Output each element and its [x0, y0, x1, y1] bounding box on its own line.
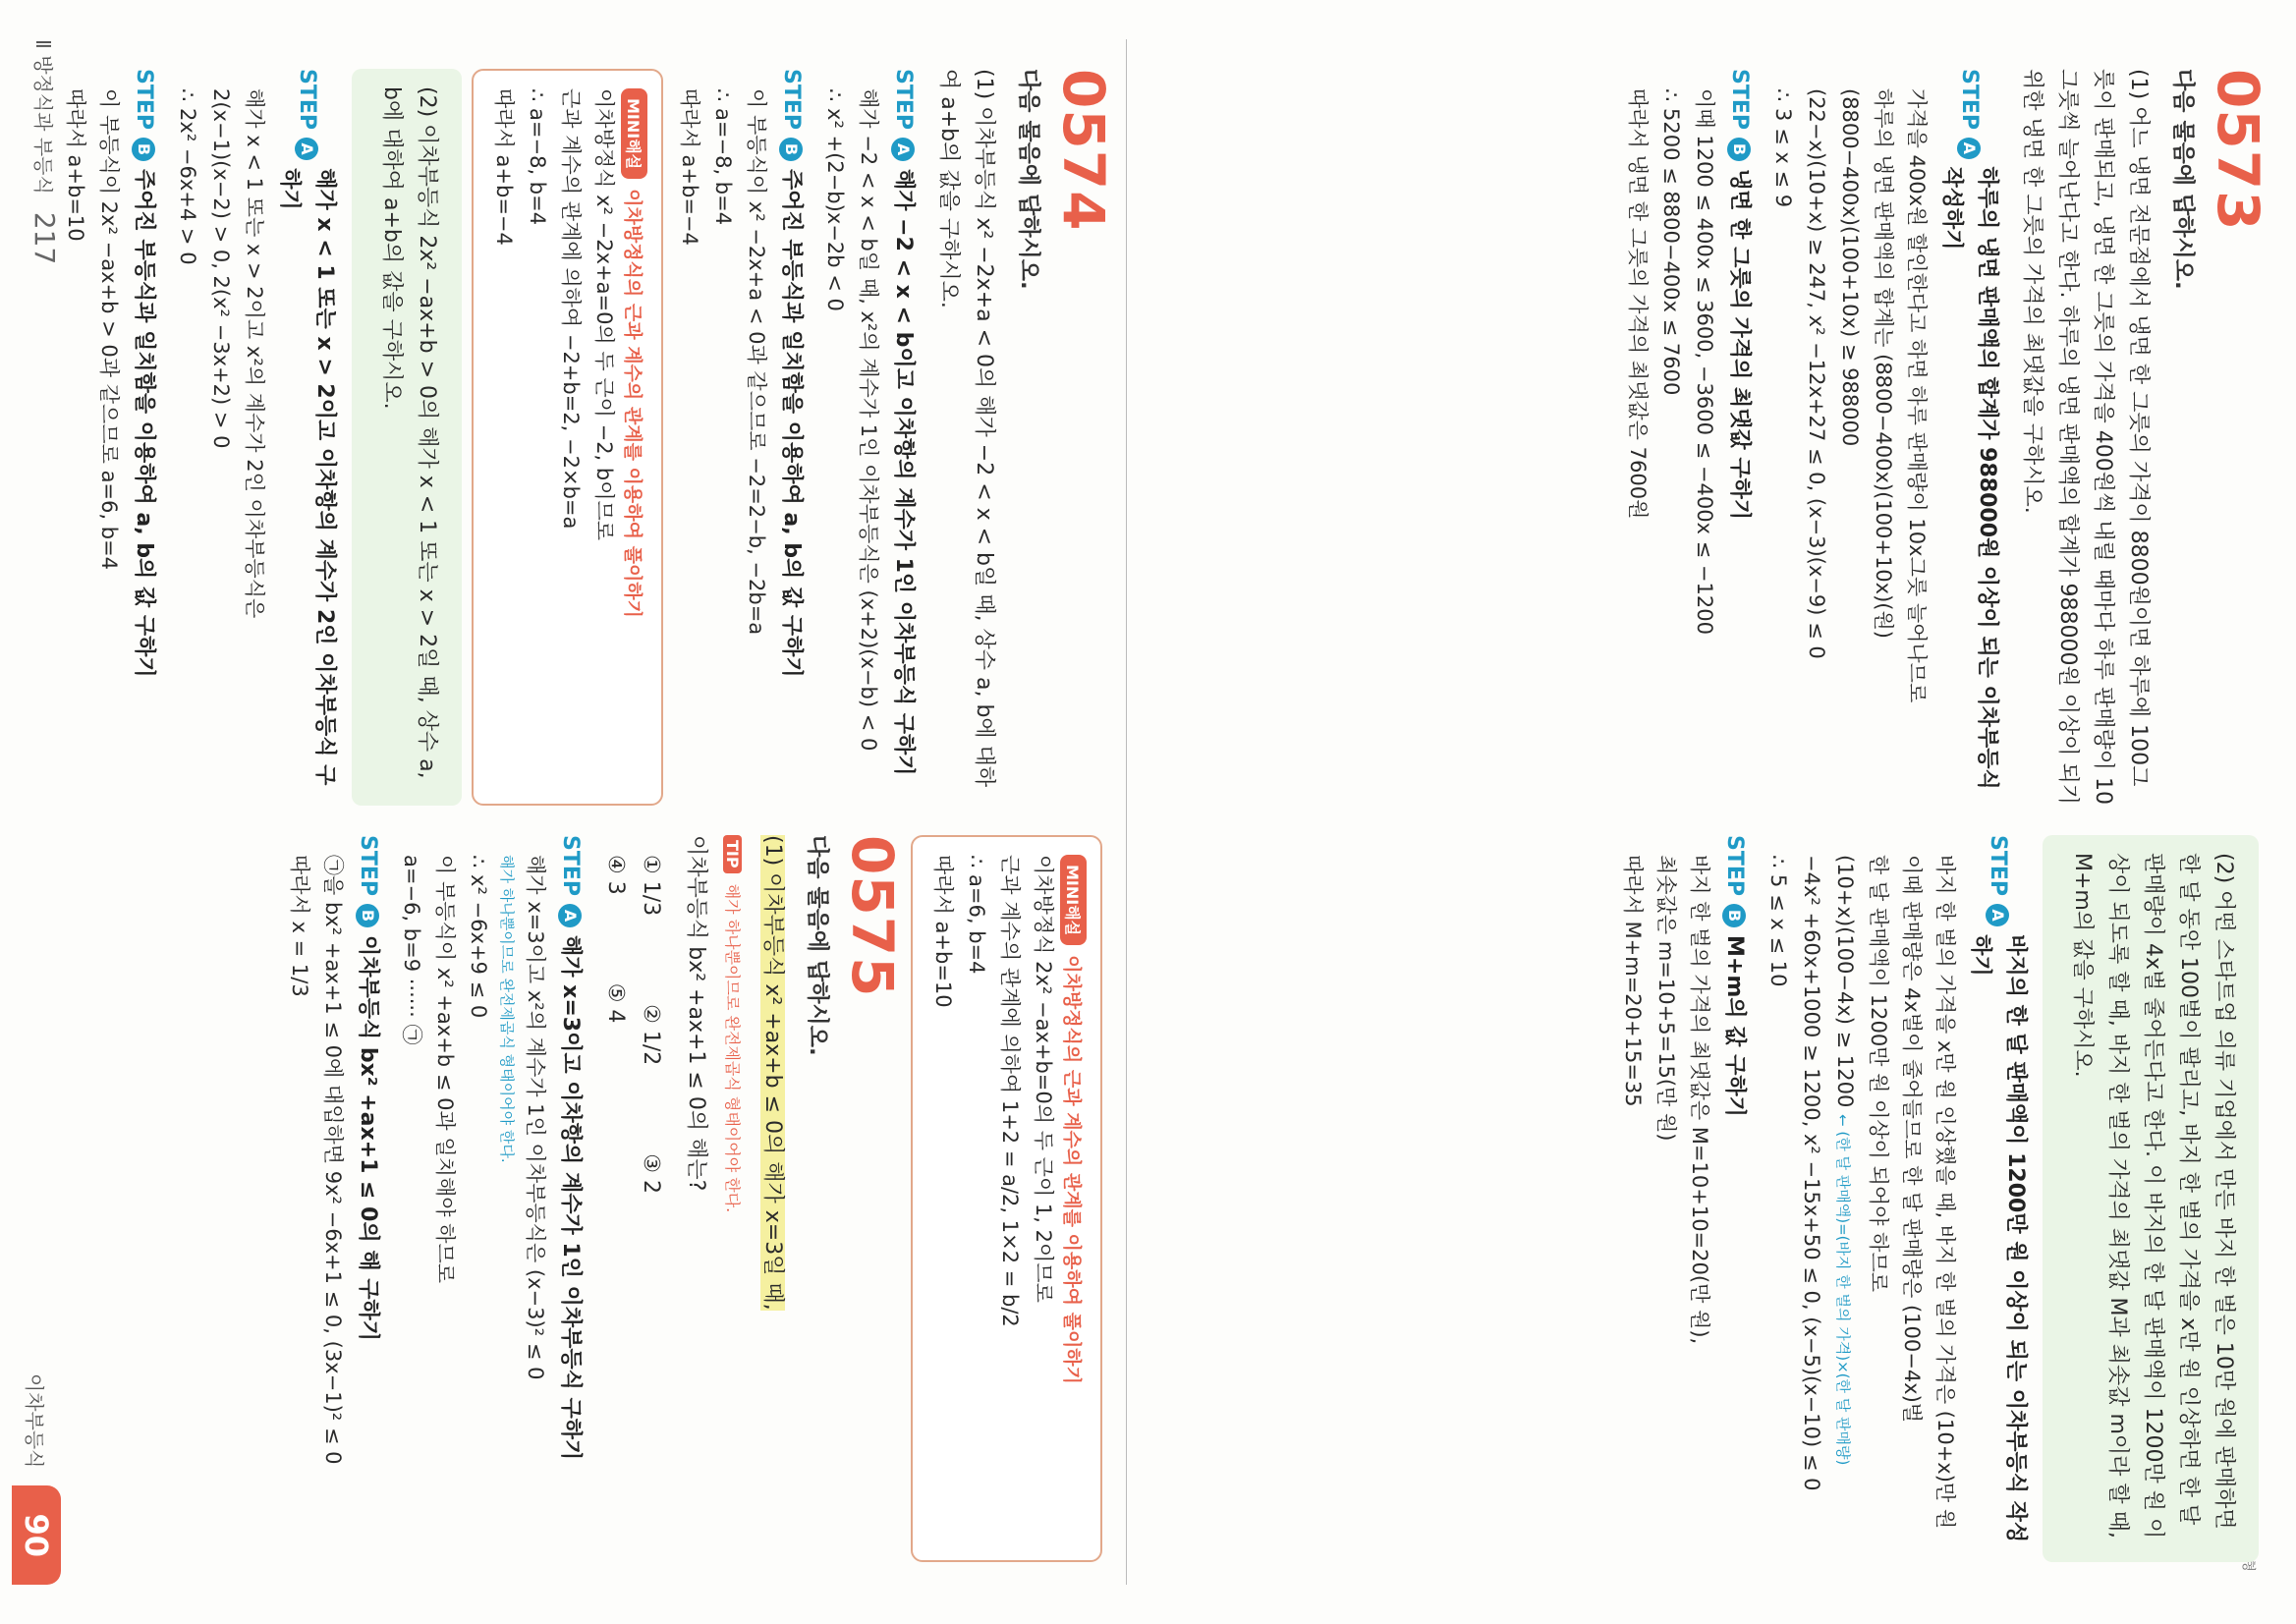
choice-2: ② 1/2 — [639, 1004, 663, 1066]
solution-line: 이 부등식이 x² +ax+b ≤ 0과 일치해야 하므로 — [433, 855, 457, 1284]
step-b-body — [1616, 835, 1716, 1562]
step-title: 냉면 한 그릇의 가격의 최댓값 구하기 — [1727, 169, 1752, 521]
step-label: STEP — [295, 69, 319, 131]
step-label: STEP — [779, 69, 804, 131]
step-title: 주어진 부등식과 일치함을 이용하여 a, b의 값 구하기 — [132, 169, 156, 678]
mini-explanation-1 — [472, 69, 663, 806]
solution-line: (22−x)(10+x) ≥ 247, x² −12x+27 ≤ 0, (x−3)(x−9) ≤ 0 — [1805, 88, 1828, 659]
step-title: 해가 −2 < x < b이고 이차항의 계수가 1인 이차부등식 구하기 — [891, 169, 916, 776]
inequality: (10+x)(100−4x) ≥ 1200 — [1833, 855, 1857, 1108]
solution-line: a=−6, b=9 ······ ㉠ — [400, 855, 423, 1045]
solution-line: ∴ 3 ≤ x ≤ 9 — [1771, 88, 1795, 208]
step-a-body — [1762, 835, 1962, 1562]
step-label: STEP — [132, 69, 156, 131]
solution-line: 따라서 a+b=10 — [64, 88, 87, 242]
solution-line — [1828, 855, 1862, 1562]
solution-line: ∴ 5200 ≤ 8800−400x ≤ 7600 — [1659, 88, 1683, 396]
section-name: Ⅱ 방정식과 부등식 — [31, 39, 55, 195]
solution-line: 바지 한 벌의 가격의 최댓값은 M=10+10=20(만 원), — [1688, 855, 1711, 1345]
question-2: (2) 어떤 스타트업 의류 기업에서 만든 바지 한 벌은 10만 원에 판매하면 한 달 동안 100벌이 팔리고, 바지 한 벌의 가격을 x만 원 인상하면 한 달 판매량이 4x벌 줄어든다고 한다. 이 바지의 한 달 판매액이 1200만 원 이상이 되도록 할 때, 바지 한 벌의 가격의 최댓값 M과 최솟값 m이라 할 때, M+m의 값을 구하시오. — [2070, 853, 2236, 1540]
step-b-body — [283, 835, 350, 1562]
step-label: STEP — [1722, 835, 1747, 897]
step-b-body — [1621, 69, 1721, 806]
mini-header — [621, 88, 647, 786]
solution-line: 따라서 a+b=−4 — [678, 88, 701, 246]
step-a-heading — [1962, 835, 2033, 1562]
solution-line: 이때 판매량은 4x벌이 줄어들므로 한 달 판매량은 (100−4x)벌 — [1900, 855, 1924, 1424]
step-letter: B — [1722, 904, 1746, 927]
section-name: 이차부등식 — [23, 1372, 47, 1469]
step-label: STEP — [356, 835, 380, 897]
problem-number: 0575 — [839, 835, 906, 998]
step-letter: A — [1957, 138, 1981, 158]
tip-tag: TIP — [723, 835, 742, 873]
solution-line: 이 부등식이 2x² −ax+b > 0과 같으므로 a=6, b=4 — [97, 88, 121, 571]
step-a-body — [1766, 69, 1933, 806]
question-2-box — [2043, 835, 2259, 1562]
mini-line: ∴ a=6, b=4 — [965, 855, 988, 975]
choice-4: ④ 3 — [603, 855, 628, 895]
step-letter: B — [779, 138, 803, 161]
footer-left — [28, 39, 61, 264]
step-label: STEP — [1986, 835, 2010, 897]
solution-line: 따라서 냉면 한 그릇의 가격의 최댓값은 7600원 — [1626, 88, 1650, 520]
step-a-heading — [271, 69, 342, 806]
step-b-body — [59, 69, 126, 806]
step-letter: A — [1986, 904, 2009, 926]
question-1 — [755, 835, 790, 1562]
step-title: 이차부등식 bx² +ax+1 ≤ 0의 해 구하기 — [356, 935, 380, 1342]
step-title: 하루의 냉면 판매액의 합계가 988000원 이상이 되는 이차부등식 작성하기 — [1939, 166, 1999, 790]
mini-line: ∴ a=−8, b=4 — [526, 88, 549, 226]
choice-row-2 — [597, 835, 633, 1562]
tip-note — [719, 835, 745, 1562]
choice-row-1 — [633, 835, 668, 1562]
choice-1: ① 1/3 — [639, 855, 663, 917]
step-label: STEP — [891, 69, 916, 131]
problem-intro: 다음 물음에 답하시오. — [2170, 69, 2196, 290]
mini-title: 이차방정식의 근과 계수의 관계를 이용하여 풀이하기 — [622, 189, 644, 619]
step-title: 주어진 부등식과 일치함을 이용하여 a, b의 값 구하기 — [779, 169, 804, 678]
choice-5: ⑤ 4 — [603, 982, 628, 1024]
step-title: M+m의 값 구하기 — [1722, 935, 1747, 1117]
question-1: (1) 어느 냉면 전문점에서 냉면 한 그릇의 가격이 8800원이면 하루에 100그릇이 판매되고, 냉면 한 그릇의 가격을 400원씩 내릴 때마다 하루 판매량이 10그릇씩 늘어난다고 한다. 하루의 냉면 판매액의 합계가 988000원 이상이 되기 위한 냉면 한 그릇의 가격의 최댓값을 구하시오. — [2020, 69, 2151, 805]
bottom-half — [31, 39, 1117, 1572]
step-title: 바지의 한 달 판매액이 1200만 원 이상이 되는 이차부등식 작성하기 — [1968, 934, 2028, 1543]
solution-line: 바지 한 벌의 가격을 x만 원 인상했을 때, 바지 한 벌의 가격은 (10+x)만 원 — [1933, 855, 1957, 1530]
solution-line: 따라서 M+m=20+15=35 — [1621, 855, 1645, 1107]
solution-line: 이때 1200 ≤ 400x ≤ 3600, −3600 ≤ −400x ≤ −1200 — [1693, 88, 1716, 635]
problem-0575-column — [31, 835, 1112, 1562]
mini-header — [1060, 855, 1087, 1542]
solution-line: 이 부등식이 x² −2x+a < 0과 같으므로 −2=2−b, −2b=a — [745, 88, 768, 636]
problem-intro: 다음 물음에 답하시오. — [805, 835, 830, 1056]
solution-line: ∴ a=−8, b=4 — [711, 88, 735, 226]
page-number: 217 — [28, 211, 61, 265]
problem-intro: 다음 물음에 답하시오. — [1016, 69, 1041, 290]
step-b-body — [673, 69, 773, 806]
solution-line: ∴ 5 ≤ x ≤ 10 — [1766, 855, 1790, 987]
step-label: STEP — [1957, 69, 1982, 131]
step-title: 해가 x < 1 또는 x > 2이고 이차항의 계수가 2인 이차부등식 구하기 — [277, 168, 337, 786]
solution-line: 2(x−1)(x−2) > 0, 2(x² −3x+2) > 0 — [209, 88, 233, 449]
step-letter: B — [356, 904, 379, 927]
solution-line: 따라서 x = 1/3 — [288, 855, 311, 997]
page-divider — [1126, 39, 1127, 1585]
solution-line: 한 달 판매액이 1200만 원 이상이 되어야 하므로 — [1867, 855, 1890, 1293]
solution-line: 해가 x < 1 또는 x > 2이고 x²의 계수가 2인 이차부등식은 — [243, 88, 266, 619]
solution-line: ∴ 2x² −6x+4 > 0 — [176, 88, 199, 265]
mini-line: 이차방정식 2x² −ax+b=0의 두 근이 1, 2이므로 — [1032, 855, 1055, 1303]
side-note: ← (한 달 판매액)=(바지 한 벌의 가격)×(한 달 판매량) — [1834, 1114, 1852, 1466]
step-b-heading — [1716, 835, 1752, 1562]
step-letter: B — [1727, 138, 1751, 161]
step-letter: A — [891, 138, 915, 161]
mini-line: 이차방정식 x² −2x+a=0의 두 근이 −2, b이므로 — [592, 88, 616, 541]
question-2-box — [352, 69, 462, 806]
step-label: STEP — [1727, 69, 1752, 131]
step-b-heading — [1721, 69, 1757, 806]
tip-text: 해가 하나뿐이므로 완전제곱식 형태이어야 한다. — [723, 883, 742, 1213]
mini-tag: MINI해설 — [1060, 855, 1087, 945]
step-a-heading — [1933, 69, 2004, 806]
solution-line: 가격을 400x원 할인한다고 하면 하루 판매량이 10x그릇 늘어나므로 — [1905, 88, 1929, 703]
problem-0573-left — [1137, 69, 2271, 806]
solution-line: ㉠을 bx² +ax+1 ≤ 0에 대입하면 9x² −6x+1 ≤ 0, (3x−1)² ≤ 0 — [321, 855, 345, 1465]
question-1-highlight: (1) 이차부등식 x² +ax+b ≤ 0의 해가 x=3일 때, — [760, 835, 785, 1311]
choice-3: ③ 2 — [639, 1153, 663, 1194]
question-2: (2) 이차부등식 2x² −ax+b > 0의 해가 x < 1 또는 x > 2일 때, 상수 a, b에 대하여 a+b의 값을 구하시오. — [379, 86, 439, 779]
solution-line: ∴ x² +(2−b)x−2b < 0 — [823, 88, 847, 311]
mini-line: 근과 계수의 관계에 의하여 1+2 = a/2, 1×2 = b/2 — [998, 855, 1022, 1327]
step-title: 해가 x=3이고 이차항의 계수가 1인 이차부등식 구하기 — [558, 935, 583, 1461]
problem-number: 0573 — [2205, 69, 2271, 232]
problem-number: 0574 — [1050, 69, 1117, 232]
solution-line: 해가 −2 < x < b일 때, x²의 계수가 1인 이차부등식은 (x+2)(x−b) < 0 — [857, 88, 880, 752]
step-b-heading — [350, 835, 385, 1562]
mini-line: 따라서 a+b=10 — [931, 855, 955, 1008]
step-b-heading — [773, 69, 809, 806]
step-letter: B — [132, 138, 155, 161]
side-note: 해가 하나뿐이므로 완전제곱식 형태이어야 한다. — [498, 855, 516, 1163]
mini-explanation-2 — [911, 835, 1102, 1562]
step-letter: A — [295, 138, 318, 160]
problem-0574-column — [31, 69, 1117, 806]
solution-line: ∴ x² −6x+9 ≤ 0 — [467, 855, 490, 1019]
step-a-heading — [885, 69, 921, 806]
question-1: (1) 이차부등식 x² −2x+a < 0의 해가 −2 < x < b일 때, 상수 a, b에 대하여 a+b의 값을 구하시오. — [936, 69, 996, 788]
mini-line: 따라서 a+b=−4 — [492, 88, 516, 246]
solution-line: 해가 x=3이고 x²의 계수가 1인 이차부등식은 (x−3)² ≤ 0 — [524, 855, 547, 1380]
question-1-cont: 이차부등식 bx² +ax+1 ≤ 0의 해는? — [684, 835, 708, 1192]
solution-line: (8800−400x)(100+10x) ≥ 988000 — [1838, 88, 1862, 447]
mini-tag: MINI해설 — [621, 88, 647, 179]
mini-title: 이차방정식의 근과 계수의 관계를 이용하여 풀이하기 — [1061, 955, 1083, 1385]
solution-line: 하루의 냉면 판매액의 합계는 (8800−400x)(100+10x)(원) — [1872, 88, 1895, 639]
footer-right — [12, 1373, 61, 1585]
chapter-badge: 90 — [12, 1485, 61, 1585]
step-letter: A — [558, 904, 582, 927]
step-a-heading — [552, 835, 588, 1562]
step-a-body — [171, 69, 271, 806]
step-label: STEP — [558, 835, 583, 897]
top-half — [1137, 39, 2271, 1572]
solution-line: −4x² +60x+1000 ≥ 1200, x² −15x+50 ≤ 0, (x−5)(x−10) ≤ 0 — [1800, 855, 1823, 1491]
problem-0573-right — [1137, 835, 2267, 1562]
step-b-heading — [126, 69, 161, 806]
step-a-body — [395, 835, 552, 1562]
step-a-body — [818, 69, 885, 806]
solution-line: 최솟값은 m=10+5=15(만 원) — [1654, 855, 1678, 1142]
mini-line: 근과 계수의 관계에 의하여 −2+b=2, −2×b=a — [559, 88, 583, 530]
